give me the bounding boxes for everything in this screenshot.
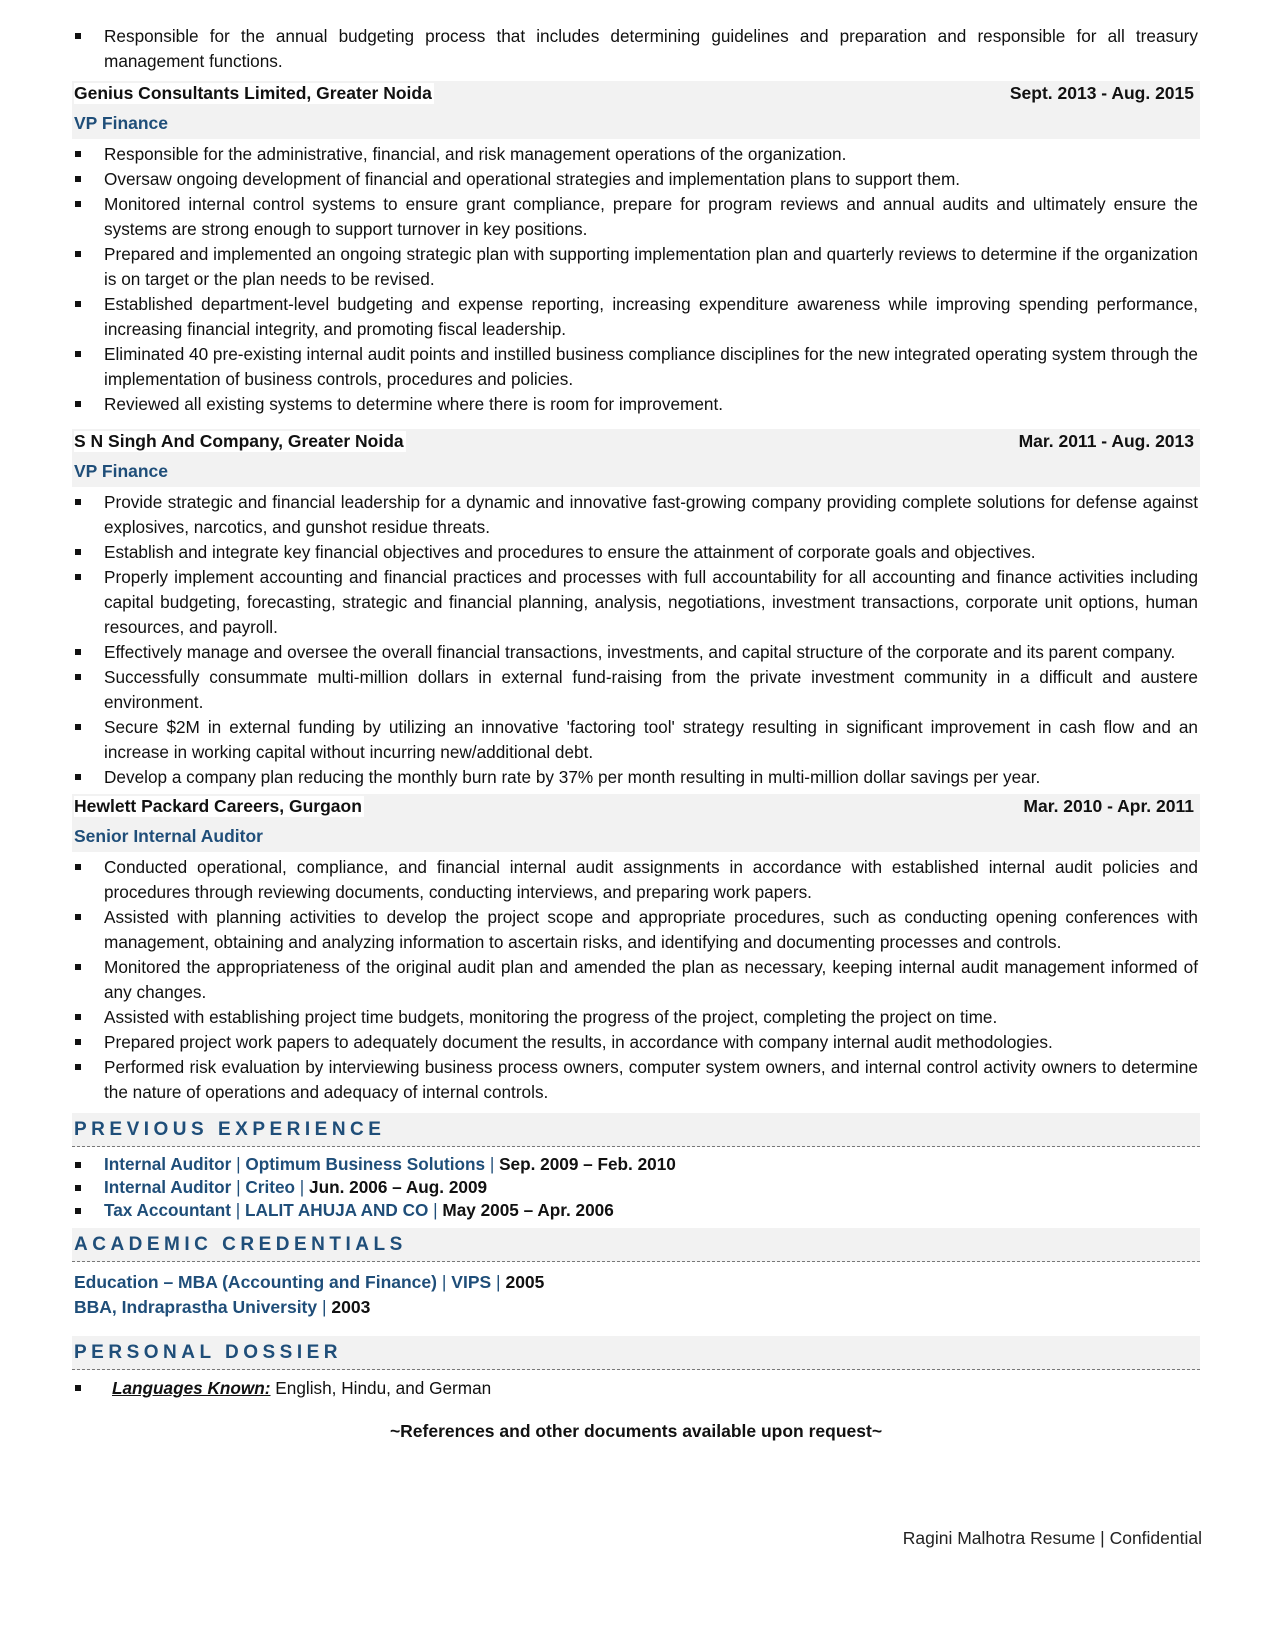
languages-label: Languages Known: [112, 1378, 271, 1398]
job-role: VP Finance [74, 461, 169, 481]
square-bullet-icon [75, 674, 81, 680]
list-item: Internal Auditor | Criteo | Jun. 2006 – Aug. 2009 [72, 1176, 1200, 1199]
square-bullet-icon [75, 549, 81, 555]
personal-list [72, 1376, 1200, 1401]
list-item: Responsible for the annual budgeting process that includes determining guidelines and preparation and responsible for all treasury management functions. [72, 24, 1200, 74]
job-role: Senior Internal Auditor [74, 826, 263, 846]
square-bullet-icon [75, 1385, 81, 1391]
section-heading-previous-experience: PREVIOUS EXPERIENCE [72, 1113, 1200, 1147]
section-heading-academic-credentials: ACADEMIC CREDENTIALS [72, 1228, 1200, 1262]
job-header [72, 81, 1200, 139]
square-bullet-icon [75, 1162, 81, 1168]
company-name: Hewlett Packard Careers, Gurgaon [74, 796, 362, 816]
job-dates: Mar. 2010 - Apr. 2011 [1023, 796, 1194, 816]
list-item: Assisted with establishing project time budgets, monitoring the progress of the project, completing the project on time. [72, 1005, 1200, 1030]
references-note: ~References and other documents available upon request~ [389, 1421, 883, 1441]
section-heading-personal-dossier: PERSONAL DOSSIER [72, 1336, 1200, 1370]
square-bullet-icon [75, 401, 81, 407]
job-header [72, 429, 1200, 487]
square-bullet-icon [75, 33, 81, 39]
square-bullet-icon [75, 176, 81, 182]
company-name: Genius Consultants Limited, Greater Noida [74, 83, 432, 103]
list-item: Conducted operational, compliance, and financial internal audit assignments in accordance with established internal audit policies and procedures through reviewing documents, conducting interviews, and preparing work papers. [72, 855, 1200, 905]
square-bullet-icon [75, 151, 81, 157]
square-bullet-icon [75, 351, 81, 357]
resume-page [72, 24, 1200, 1442]
list-item: Tax Accountant | LALIT AHUJA AND CO | May 2005 – Apr. 2006 [72, 1199, 1200, 1222]
square-bullet-icon [75, 964, 81, 970]
list-item: Effectively manage and oversee the overall financial transactions, investments, and capital structure of the corporate and its parent company. [72, 640, 1200, 665]
education-line: BBA, Indraprastha University | 2003 [74, 1297, 371, 1317]
list-item: Prepared project work papers to adequately document the results, in accordance with company internal audit methodologies. [72, 1030, 1200, 1055]
list-item: Assisted with planning activities to develop the project scope and appropriate procedures, such as conducting opening conferences with management, obtaining and analyzing information to ascertain risks, and identifying and documenting processes and controls. [72, 905, 1200, 955]
job-bullet-list [72, 490, 1200, 790]
square-bullet-icon [75, 724, 81, 730]
square-bullet-icon [75, 1039, 81, 1045]
list-item: Responsible for the administrative, financial, and risk management operations of the organization. [72, 142, 1200, 167]
square-bullet-icon [75, 499, 81, 505]
square-bullet-icon [75, 1208, 81, 1214]
list-item: Establish and integrate key financial objectives and procedures to ensure the attainment of corporate goals and objectives. [72, 540, 1200, 565]
list-item: Successfully consummate multi-million dollars in external fund-raising from the private investment community in a difficult and austere environment. [72, 665, 1200, 715]
square-bullet-icon [75, 251, 81, 257]
square-bullet-icon [75, 1185, 81, 1191]
square-bullet-icon [75, 301, 81, 307]
list-item [72, 1376, 1200, 1401]
list-item: Eliminated 40 pre-existing internal audit points and instilled business compliance disciplines for the new integrated operating system through the implementation of business controls, procedures and policies. [72, 342, 1200, 392]
list-item: Established department-level budgeting and expense reporting, increasing expenditure awareness while improving spending performance, increasing financial integrity, and promoting fiscal leadership. [72, 292, 1200, 342]
job-header [72, 794, 1200, 852]
job-dates: Sept. 2013 - Aug. 2015 [1009, 83, 1194, 103]
company-name: S N Singh And Company, Greater Noida [74, 431, 404, 451]
top-bullet-list [72, 24, 1200, 74]
list-item: Reviewed all existing systems to determine where there is room for improvement. [72, 392, 1200, 417]
square-bullet-icon [75, 649, 81, 655]
list-item: Monitored the appropriateness of the original audit plan and amended the plan as necessary, keeping internal audit management informed of any changes. [72, 955, 1200, 1005]
job-bullet-list [72, 142, 1200, 417]
square-bullet-icon [75, 1014, 81, 1020]
list-item: Performed risk evaluation by interviewing business process owners, computer system owners, and internal control activity owners to determine the nature of operations and adequacy of internal controls. [72, 1055, 1200, 1105]
job-role: VP Finance [74, 113, 169, 133]
square-bullet-icon [75, 914, 81, 920]
square-bullet-icon [75, 864, 81, 870]
list-item: Oversaw ongoing development of financial and operational strategies and implementation plans to support them. [72, 167, 1200, 192]
page-footer: Ragini Malhotra Resume | Confidential [902, 1528, 1202, 1548]
list-item: Monitored internal control systems to ensure grant compliance, prepare for program reviews and annual audits and ultimately ensure the systems are strong enough to support turnover in key positions. [72, 192, 1200, 242]
square-bullet-icon [75, 774, 81, 780]
education-line: Education – MBA (Accounting and Finance) | VIPS | 2005 [74, 1272, 545, 1292]
list-item: Provide strategic and financial leadership for a dynamic and innovative fast-growing company providing complete solutions for defense against explosives, narcotics, and gunshot residue threats. [72, 490, 1200, 540]
square-bullet-icon [75, 574, 81, 580]
previous-experience-list [72, 1153, 1200, 1222]
square-bullet-icon [75, 1064, 81, 1070]
list-item: Develop a company plan reducing the monthly burn rate by 37% per month resulting in multi-million dollar savings per year. [72, 765, 1200, 790]
languages-value: English, Hindu, and German [275, 1378, 492, 1398]
job-dates: Mar. 2011 - Aug. 2013 [1018, 431, 1194, 451]
square-bullet-icon [75, 201, 81, 207]
job-bullet-list [72, 855, 1200, 1105]
list-item: Internal Auditor | Optimum Business Solutions | Sep. 2009 – Feb. 2010 [72, 1153, 1200, 1176]
list-item: Secure $2M in external funding by utilizing an innovative 'factoring tool' strategy resulting in significant improvement in cash flow and an increase in working capital without incurring new/additional debt. [72, 715, 1200, 765]
list-item: Properly implement accounting and financial practices and processes with full accountability for all accounting and finance activities including capital budgeting, forecasting, strategic and financial planning, analysis, negotiations, investment transactions, corporate unit options, human resources, and payroll. [72, 565, 1200, 640]
list-item: Prepared and implemented an ongoing strategic plan with supporting implementation plan and quarterly reviews to determine if the organization is on target or the plan needs to be revised. [72, 242, 1200, 292]
